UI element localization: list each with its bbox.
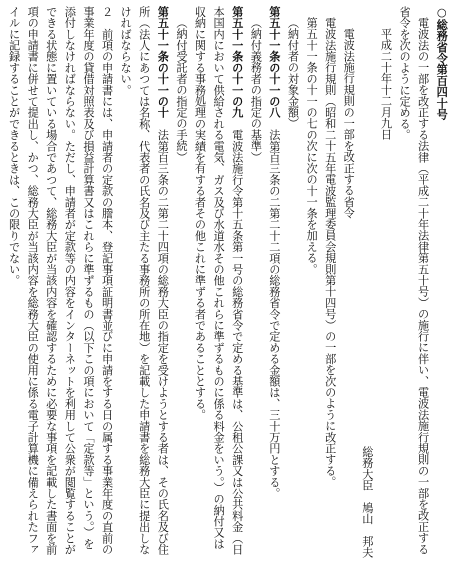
article bbox=[264, 6, 283, 558]
signature-line bbox=[357, 6, 376, 558]
enactment-date: 平成二十年十二月九日 bbox=[379, 28, 393, 141]
article-body: 法第百三条の二第二十四項の総務大臣の指定を受けようとする者は、その氏名及び住所（法人にあつては名称、代表者の氏名及び主たる事務所の所在地）を記載した申請書を総務大臣に提出しなければならない。 bbox=[119, 6, 170, 555]
preamble: 電波法の一部を改正する法律（平成二十年法律第五十号）の施行に伴い、電波法施行規則の一部を改正する省令を次のように定める。 bbox=[398, 6, 430, 555]
article-body: 法第百三条の二第二十二項の総務省令で定める金額は、三十万円とする。 bbox=[267, 129, 281, 499]
amend-intro: 電波法施行規則（昭和二十五年電波監理委員会規則第十四号）の一部を次のように改正する。 bbox=[323, 17, 337, 488]
article-body: 電波法施行令第十五条第一号の総務省令で定める基準は、公租公課又は公共料金（日本国内において供給される電気、ガス及び水道水その他これらに準ずるものに係る料金をいう。）の納付又は収納に関する事務処理の実績を有する者その他これに準ずる者であることとする。 bbox=[193, 6, 244, 555]
article-caption: （納付義務者の指定の基準） bbox=[249, 17, 263, 163]
vertical-text-block bbox=[4, 6, 449, 558]
ordinance-name: 電波法施行規則の一部を改正する省令 bbox=[342, 28, 356, 219]
article bbox=[116, 6, 172, 558]
article-number: 第五十一条の十一の十 bbox=[156, 6, 170, 118]
signer-title: 総務大臣 bbox=[360, 445, 374, 491]
paragraph-number: ２ bbox=[100, 6, 114, 18]
paragraph bbox=[4, 6, 116, 558]
amend-instruction: 第五十一条の十一の七の次に次の十一条を加える。 bbox=[305, 17, 319, 275]
article bbox=[190, 6, 246, 558]
article-number: 第五十一条の十一の九 bbox=[230, 6, 244, 118]
article-caption: （納付受託者の指定の手続） bbox=[174, 17, 188, 163]
article-number: 第五十一条の十一の八 bbox=[267, 6, 281, 118]
article-caption: （納付者の対象金額） bbox=[286, 17, 300, 130]
paragraph-body: 前項の申請書には、申請者の定款の謄本、登記事項証明書並びに申請をする日の属する事業年度の直前の事業年度の貸借対照表及び損益計算書又はこれらに準ずるもの（以下この項において「定款等」という。）を添付しなければならない。ただし、申請者が定款等の内容をインターネットを利用して公衆が閲覧することができる状態に置いている場合であつて、総務大臣が当該内容を確認するために必要な事項を記載した書面を前項の申請書に併せて提出し、かつ、総務大臣が当該内容を総務大臣の使用に係る電子計算機に備えられたファイルに記録することができるときは、この限りでない。 bbox=[7, 6, 114, 555]
ordinance-title: ○総務省令第百四十号 bbox=[435, 6, 449, 120]
signer-name: 鳩山 邦夫 bbox=[360, 502, 374, 558]
